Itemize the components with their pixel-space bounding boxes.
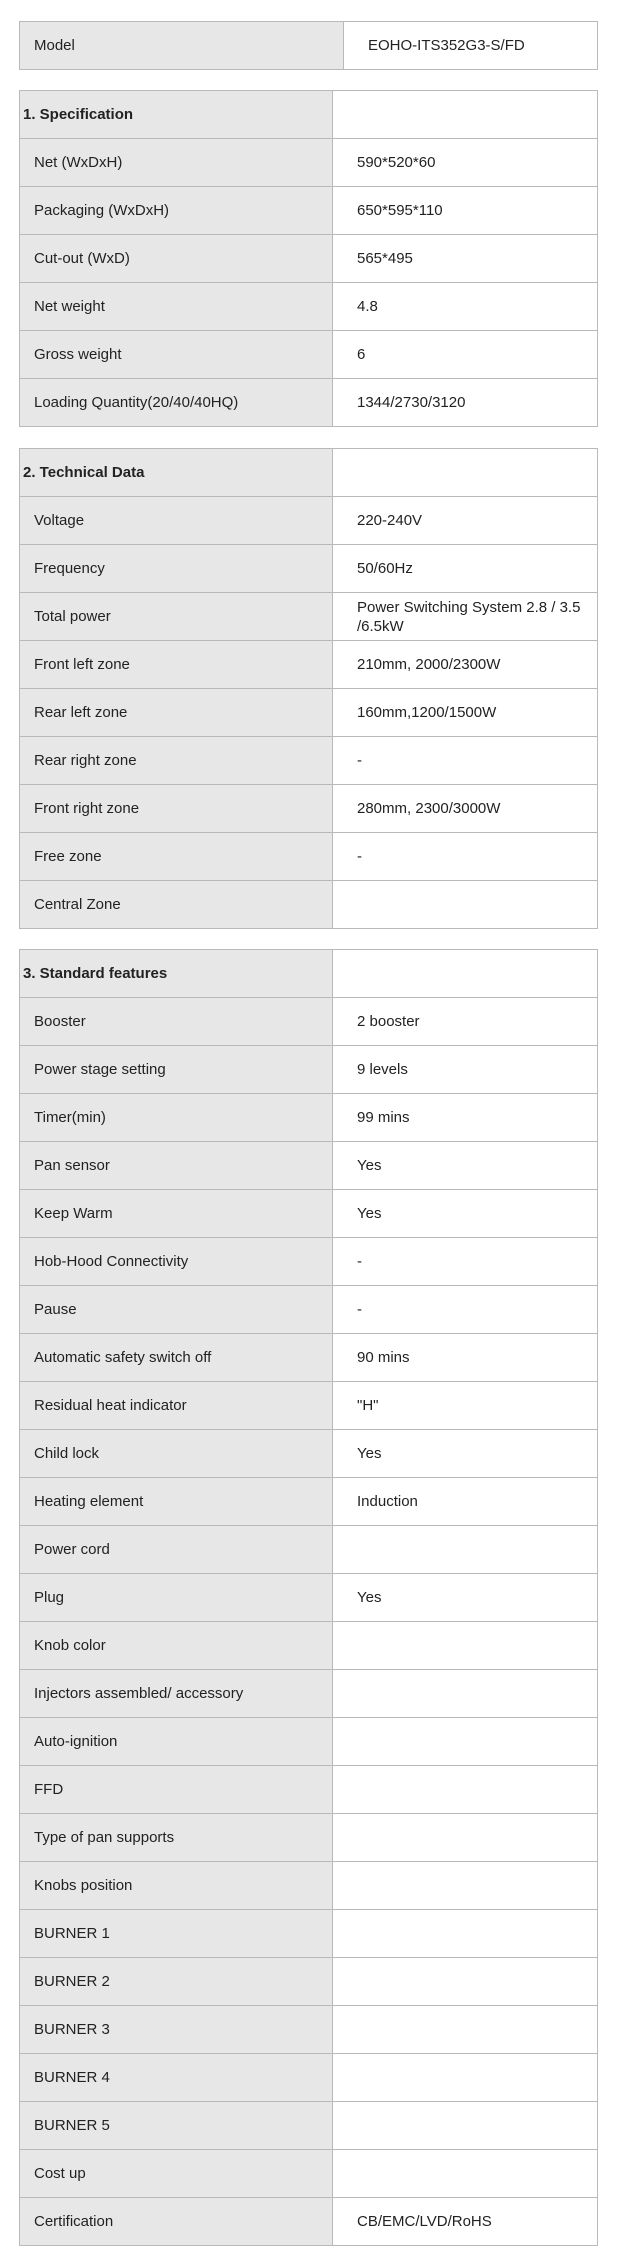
row-label: Free zone (20, 833, 333, 881)
row-label: BURNER 1 (20, 1910, 333, 1958)
row-value: 2 booster (333, 998, 598, 1046)
table-row (20, 1814, 598, 1862)
row-label: Type of pan supports (20, 1814, 333, 1862)
row-label: Front left zone (20, 641, 333, 689)
table-row (20, 593, 598, 641)
table-row (20, 497, 598, 545)
row-label: Residual heat indicator (20, 1382, 333, 1430)
row-value: 590*520*60 (333, 139, 598, 187)
row-value (333, 1670, 598, 1718)
row-value: 99 mins (333, 1094, 598, 1142)
table-row (20, 545, 598, 593)
section-title-blank (333, 950, 598, 998)
row-value (333, 1622, 598, 1670)
table-row (20, 881, 598, 929)
table-row (20, 1862, 598, 1910)
table-row (20, 2198, 598, 2246)
row-label: Automatic safety switch off (20, 1334, 333, 1382)
row-label: Power cord (20, 1526, 333, 1574)
model-table (19, 21, 598, 70)
table-row (20, 1046, 598, 1094)
row-value (333, 2102, 598, 2150)
table-row (20, 187, 598, 235)
table-row (20, 1094, 598, 1142)
row-label: Total power (20, 593, 333, 641)
table-row (20, 2150, 598, 2198)
row-value: - (333, 737, 598, 785)
table-row (20, 139, 598, 187)
row-value (333, 2150, 598, 2198)
table-row (20, 1334, 598, 1382)
row-label: Net (WxDxH) (20, 139, 333, 187)
section-header-row (20, 449, 598, 497)
row-value: 50/60Hz (333, 545, 598, 593)
row-value (333, 2054, 598, 2102)
row-label: Booster (20, 998, 333, 1046)
row-value: Yes (333, 1142, 598, 1190)
row-label: BURNER 5 (20, 2102, 333, 2150)
row-label: Front right zone (20, 785, 333, 833)
row-value: 9 levels (333, 1046, 598, 1094)
row-value (333, 1814, 598, 1862)
row-label: Loading Quantity(20/40/40HQ) (20, 379, 333, 427)
table-row (20, 1286, 598, 1334)
table-row (20, 1910, 598, 1958)
table-row (20, 2102, 598, 2150)
row-label: Cut-out (WxD) (20, 235, 333, 283)
row-value: 220-240V (333, 497, 598, 545)
row-label: Packaging (WxDxH) (20, 187, 333, 235)
row-value: CB/EMC/LVD/RoHS (333, 2198, 598, 2246)
row-label: FFD (20, 1766, 333, 1814)
row-value: 6 (333, 331, 598, 379)
section-header-row (20, 91, 598, 139)
row-label: Pan sensor (20, 1142, 333, 1190)
row-value: 650*595*110 (333, 187, 598, 235)
row-label: BURNER 3 (20, 2006, 333, 2054)
table-row (20, 785, 598, 833)
table-row (20, 737, 598, 785)
table-row (20, 379, 598, 427)
row-value (333, 1718, 598, 1766)
model-value: EOHO-ITS352G3-S/FD (344, 22, 598, 70)
row-value: Induction (333, 1478, 598, 1526)
row-label: Injectors assembled/ accessory (20, 1670, 333, 1718)
row-value: Power Switching System 2.8 / 3.5 /6.5kW (333, 593, 598, 641)
row-value (333, 1766, 598, 1814)
section-title: 1. Specification (20, 91, 333, 139)
row-value: Yes (333, 1430, 598, 1478)
row-label: Knob color (20, 1622, 333, 1670)
section-title: 3. Standard features (20, 950, 333, 998)
row-label: Rear left zone (20, 689, 333, 737)
row-label: Pause (20, 1286, 333, 1334)
table-row (20, 1622, 598, 1670)
table-row (20, 1766, 598, 1814)
row-label: Auto-ignition (20, 1718, 333, 1766)
table-row (20, 235, 598, 283)
row-label: BURNER 2 (20, 1958, 333, 2006)
row-label: Certification (20, 2198, 333, 2246)
table-row (20, 22, 598, 70)
row-value (333, 1910, 598, 1958)
row-value: 4.8 (333, 283, 598, 331)
row-value: "H" (333, 1382, 598, 1430)
row-label: Plug (20, 1574, 333, 1622)
table-row (20, 641, 598, 689)
table-row (20, 2006, 598, 2054)
row-value: Yes (333, 1574, 598, 1622)
table-row (20, 1430, 598, 1478)
row-value: 280mm, 2300/3000W (333, 785, 598, 833)
table-row (20, 1190, 598, 1238)
section-title: 2. Technical Data (20, 449, 333, 497)
row-label: Keep Warm (20, 1190, 333, 1238)
table-row (20, 1238, 598, 1286)
table-row (20, 1382, 598, 1430)
row-value: 160mm,1200/1500W (333, 689, 598, 737)
row-label: Heating element (20, 1478, 333, 1526)
standard-features-table (19, 949, 598, 2246)
row-value (333, 1862, 598, 1910)
row-label: Cost up (20, 2150, 333, 2198)
row-label: Gross weight (20, 331, 333, 379)
row-label: Voltage (20, 497, 333, 545)
row-value: - (333, 1238, 598, 1286)
row-value: 90 mins (333, 1334, 598, 1382)
row-value: 210mm, 2000/2300W (333, 641, 598, 689)
specification-table (19, 90, 598, 427)
row-label: Rear right zone (20, 737, 333, 785)
row-label: Frequency (20, 545, 333, 593)
table-row (20, 833, 598, 881)
row-label: Child lock (20, 1430, 333, 1478)
row-label: Net weight (20, 283, 333, 331)
row-label: Timer(min) (20, 1094, 333, 1142)
row-label: BURNER 4 (20, 2054, 333, 2102)
table-row (20, 1142, 598, 1190)
table-row (20, 283, 598, 331)
table-row (20, 1718, 598, 1766)
row-value: Yes (333, 1190, 598, 1238)
table-row (20, 998, 598, 1046)
section-title-blank (333, 449, 598, 497)
table-row (20, 1526, 598, 1574)
row-value (333, 1958, 598, 2006)
row-value: - (333, 833, 598, 881)
table-row (20, 2054, 598, 2102)
row-value: 565*495 (333, 235, 598, 283)
row-label: Central Zone (20, 881, 333, 929)
table-row (20, 1670, 598, 1718)
row-label: Knobs position (20, 1862, 333, 1910)
table-row (20, 1478, 598, 1526)
row-value (333, 881, 598, 929)
row-label: Power stage setting (20, 1046, 333, 1094)
section-title-blank (333, 91, 598, 139)
row-value: 1344/2730/3120 (333, 379, 598, 427)
table-row (20, 1574, 598, 1622)
technical-data-table (19, 448, 598, 929)
row-value (333, 2006, 598, 2054)
row-value (333, 1526, 598, 1574)
section-header-row (20, 950, 598, 998)
model-label: Model (20, 22, 344, 70)
table-row (20, 1958, 598, 2006)
row-label: Hob-Hood Connectivity (20, 1238, 333, 1286)
row-value: - (333, 1286, 598, 1334)
table-row (20, 689, 598, 737)
table-row (20, 331, 598, 379)
